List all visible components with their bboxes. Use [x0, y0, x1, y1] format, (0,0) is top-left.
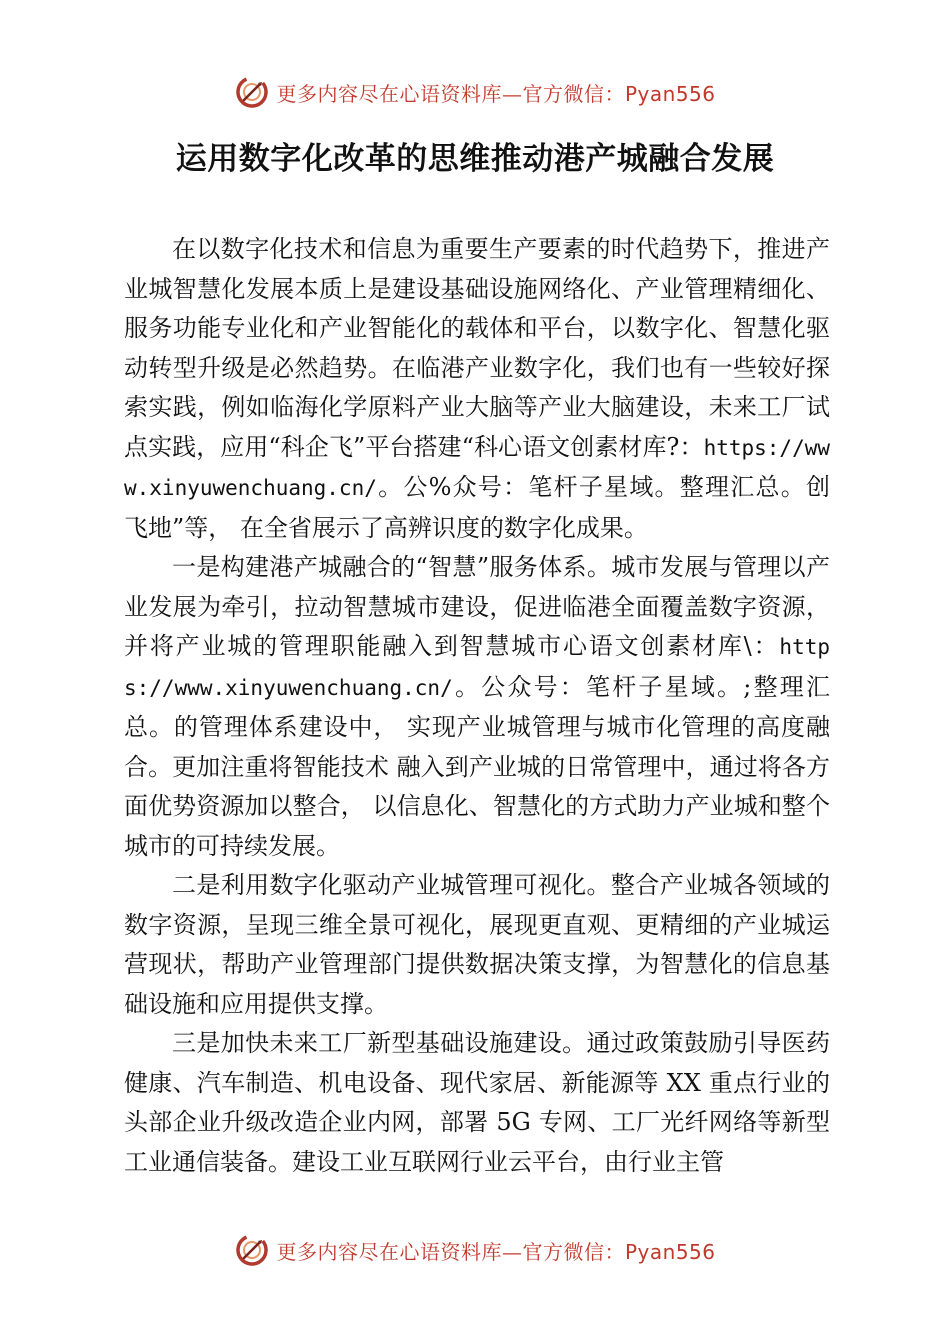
paragraph-text: 。公众号：笔杆子星域。;整理汇总。的管理体系建设中， 实现产业城管理与城市化管理的高度融合。更加注重将智能技术 融入到产业城的日常管理中，通过将各方面优势资源加以整合， 以信息化、智慧化的方式助力产业城和整个城市的可持续发展。: [124, 672, 830, 860]
banner-wechat-id: Pyan556: [624, 1239, 716, 1264]
url-link[interactable]: https://www.xinyuwenchuang.cn/: [124, 435, 830, 500]
banner-label: 更多内容尽在心语资料库—官方微信：: [276, 81, 625, 106]
paragraph-text: 三是加快未来工厂新型基础设施建设。通过政策鼓励引导医药健康、汽车制造、机电设备、现代家居、新能源等 XX 重点行业的头部企业升级改造企业内网，部署 5G 专网、工厂光纤网络等新型工业通信装备。建设工业互联网行业云平台，由行业主管: [124, 1029, 830, 1176]
banner-text: [276, 1236, 715, 1265]
paragraph-text: 在以数字化技术和信息为重要生产要素的时代趋势下，推进产业城智慧化发展本质上是建设基础设施网络化、产业管理精细化、服务功能专业化和产业智能化的载体和平台，以数字化、智慧化驱动转型升级是必然趋势。在临港产业数字化，我们也有一些较好探索实践，例如临海化学原料产业大脑等产业大脑建设，未来工厂试点实践，应用“科企飞”平台搭建“科心语文创素材库?：: [124, 235, 830, 461]
brush-circle-logo-icon: [234, 1232, 270, 1268]
paragraph-point-1: [124, 548, 830, 866]
document-body: [124, 230, 830, 1182]
document-title: 运用数字化改革的思维推动港产城融合发展: [175, 141, 775, 177]
header-banner[interactable]: [0, 72, 950, 112]
paragraph-intro: [124, 230, 830, 548]
brush-circle-logo-icon: [234, 74, 270, 110]
paragraph-text: 。公%众号：笔杆子星域。整理汇总。创飞地”等， 在全省展示了高辨识度的数字化成果。: [124, 473, 830, 542]
url-link[interactable]: https://www.xinyuwenchuang.cn/: [124, 635, 830, 700]
banner-text: [276, 78, 715, 107]
banner-wechat-id: Pyan556: [624, 81, 716, 106]
footer-banner[interactable]: [0, 1230, 950, 1270]
paragraph-text: 二是利用数字化驱动产业城管理可视化。整合产业城各领域的数字资源，呈现三维全景可视化，展现更直观、更精细的产业城运营现状，帮助产业管理部门提供数据决策支撑，为智慧化的信息基础设施和应用提供支撑。: [124, 871, 830, 1018]
banner-label: 更多内容尽在心语资料库—官方微信：: [276, 1239, 625, 1264]
paragraph-point-3: [124, 1024, 830, 1182]
paragraph-point-2: [124, 866, 830, 1024]
paragraph-text: 一是构建港产城融合的“智慧”服务体系。城市发展与管理以产业发展为牵引，拉动智慧城市建设，促进临港全面覆盖数字资源，并将产业城的管理职能融入到智慧城市心语文创素材库\：: [124, 553, 830, 660]
